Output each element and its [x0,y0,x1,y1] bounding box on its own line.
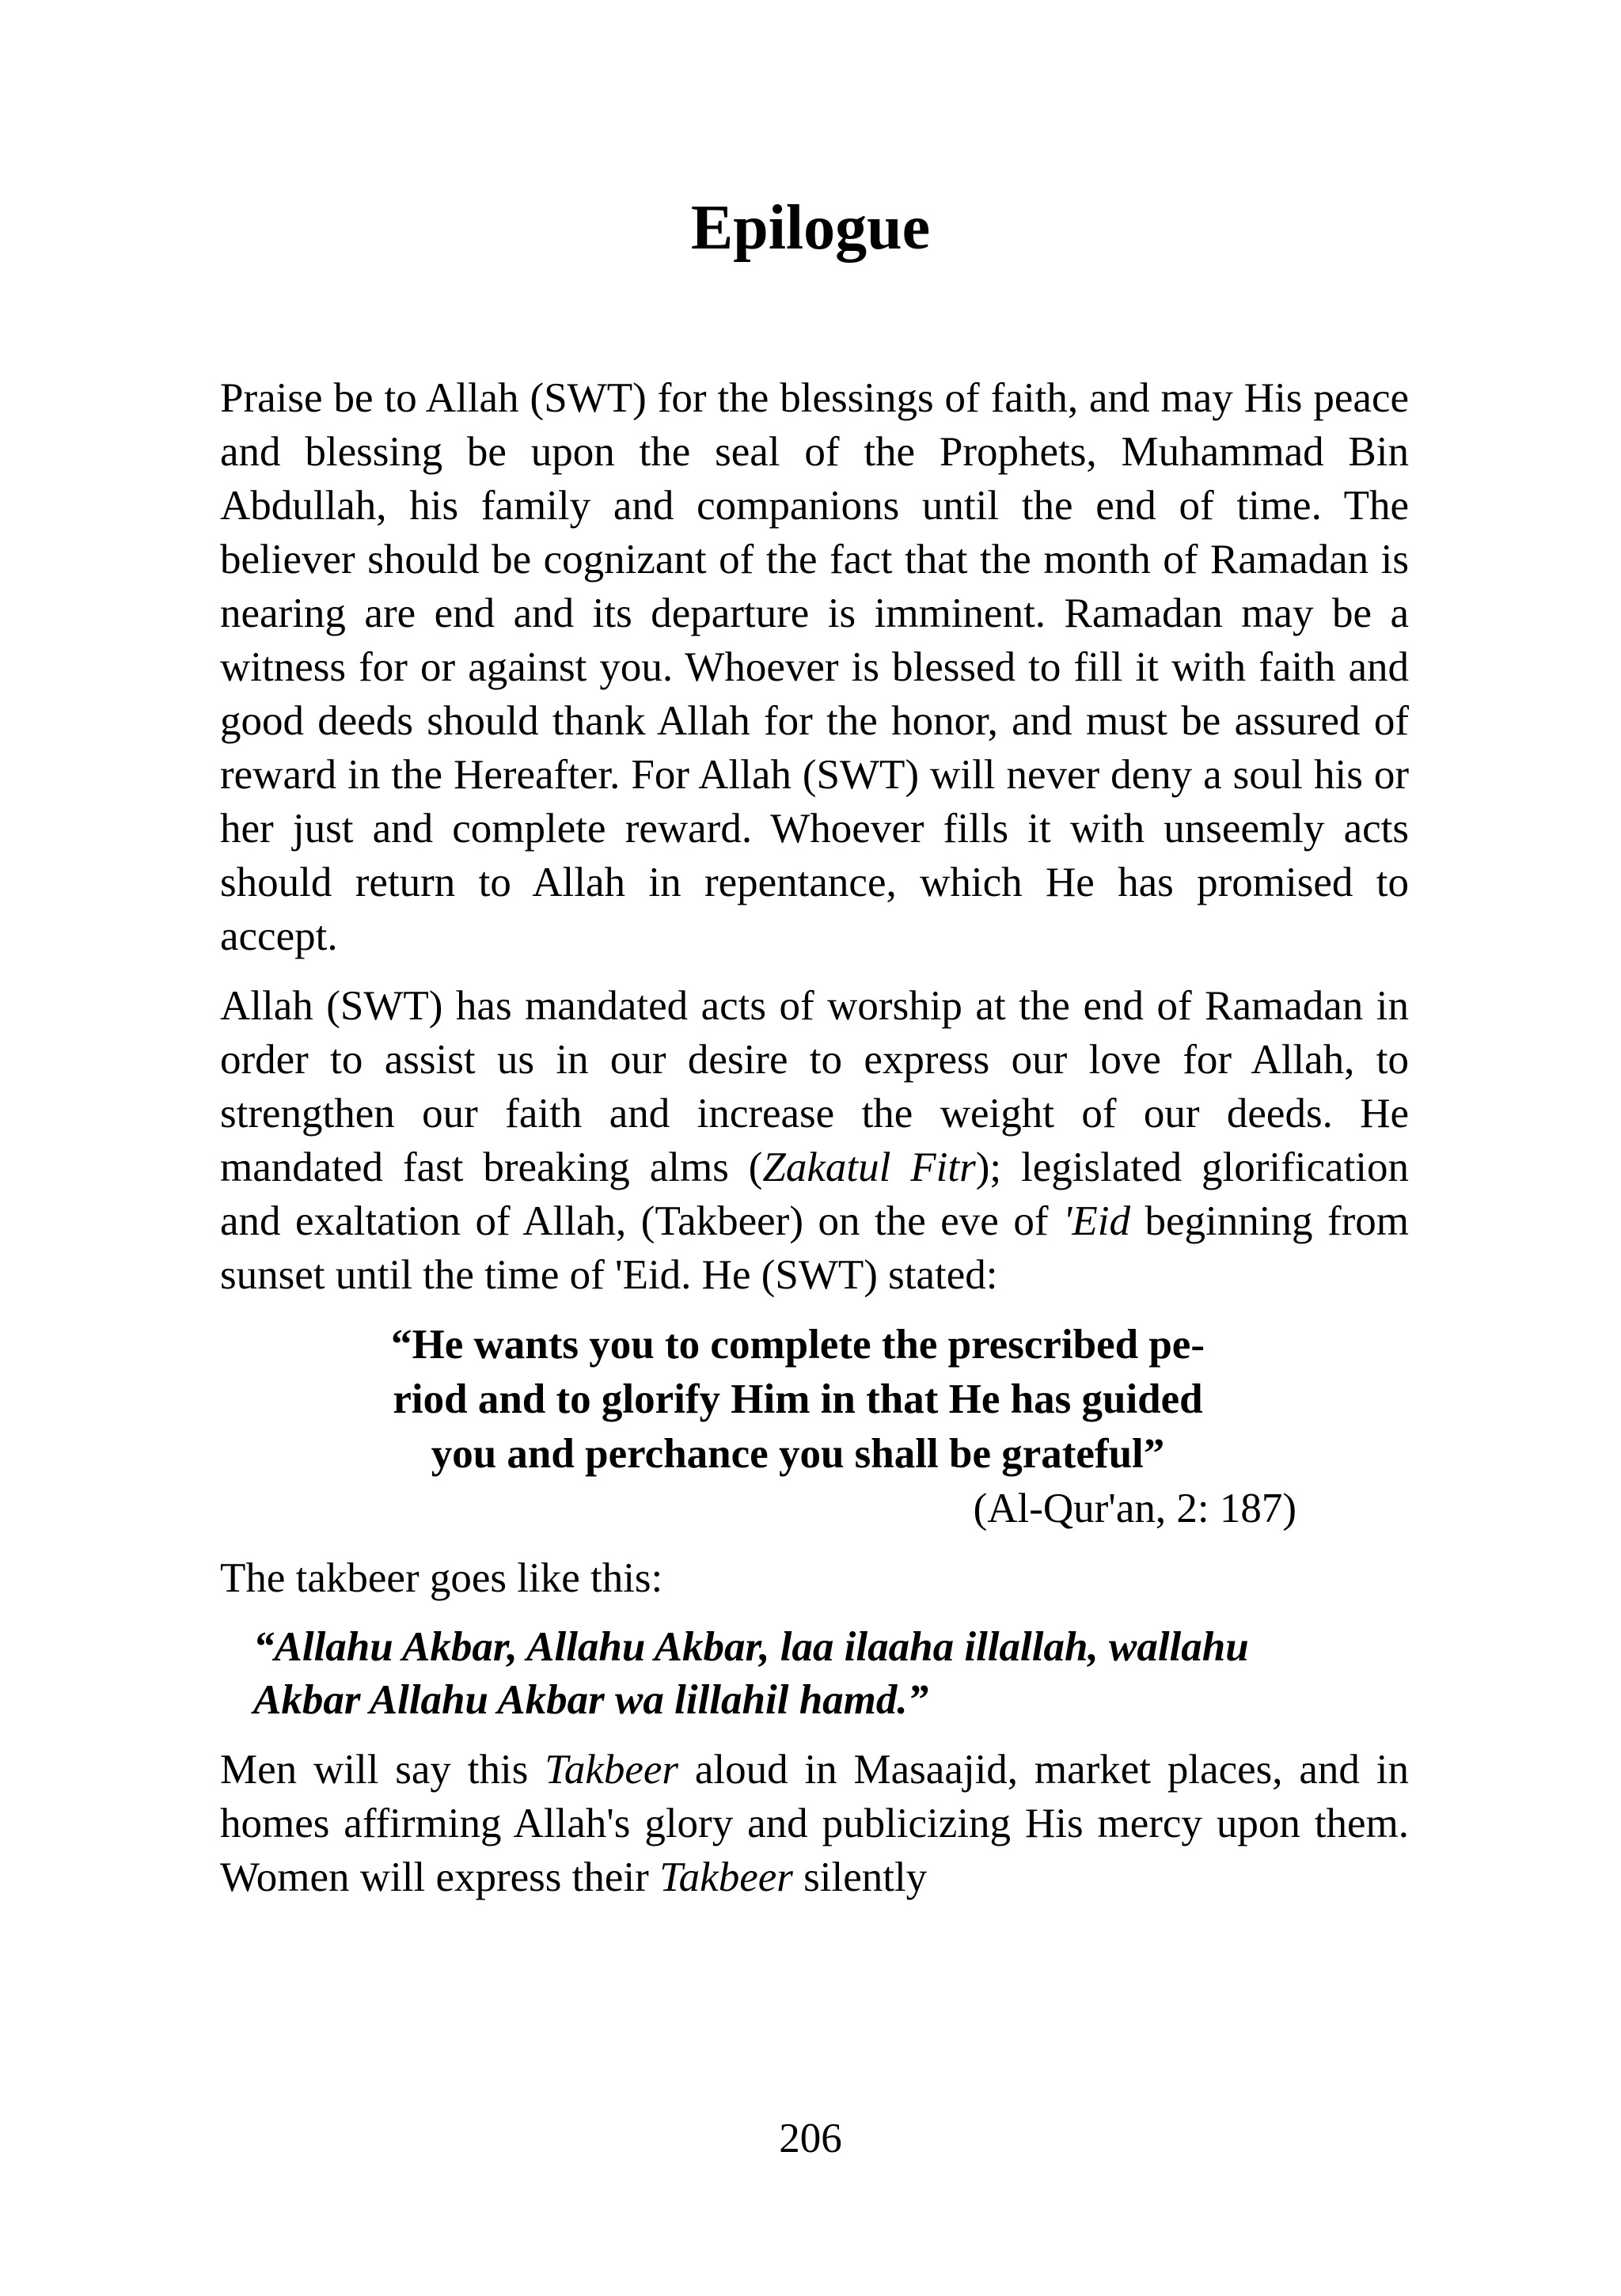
page-number: 206 [779,2116,842,2161]
paragraph-men-part1: Men will say this [220,1747,545,1793]
term-takbeer: Takbeer [659,1854,793,1900]
quote-line: riod and to glorify Him in that He has guided [393,1376,1203,1422]
paragraph-men-women [220,1743,1409,1904]
paragraph-praise: Praise be to Allah (SWT) for the blessings of faith, and may His peace and blessing be upon the seal of the Prophets, Muhammad Bin Abdullah, his family and companions until the end of time. The believer should be cognizant of the fact that the month of Ramadan is nearing are end and its departure is imminent. Ramadan may be a witness for or against you. Whoever is blessed to fill it with faith and good deeds should thank Allah for the honor, and must be assured of reward in the Hereafter. For Allah (SWT) will never deny a soul his or her just and complete reward. Whoever fills it with unseemly acts should return to Allah in repentance, which He has promised to accept. [220,375,1409,959]
paragraph-worship-part1: Allah (SWT) has mandated acts of worship at the end of Ramadan in order to assist us in our desire to express our love for Allah, to strengthen our faith and increase the weight of our deeds. He mandated fast breaking alms ( [220,983,1409,1190]
quran-quote [355,1318,1241,1482]
takbeer-line: Akbar Allahu Akbar wa lillahil hamd.” [253,1677,929,1723]
paragraph-worship-part3: beginning from sunset until the time of 'Eid. He (SWT) stated: [220,1198,1409,1298]
paragraph-worship-part2: ); legislated glorification and exaltation of Allah, (Takbeer) on the eve of [220,1144,1409,1244]
takbeer-text [253,1621,1393,1727]
page-body [220,371,1409,1920]
takbeer-intro: The takbeer goes like this: [220,1555,663,1601]
quote-citation: (Al-Qur'an, 2: 187) [973,1486,1296,1531]
term-zakatul-fitr: Zakatul Fitr [762,1144,976,1190]
chapter-title: Epilogue [690,193,931,263]
term-eid: 'Eid [1063,1198,1130,1244]
term-takbeer: Takbeer [545,1747,679,1793]
paragraph-worship [220,979,1409,1302]
paragraph-men-part2: aloud in Masaajid, market places, and in homes affirming Allah's glory and publicizing His mercy upon them. Women will express their [220,1747,1409,1900]
paragraph-men-part3: silently [792,1854,928,1900]
quote-line: “He wants you to complete the prescribed pe- [391,1322,1205,1368]
quote-line: you and perchance you shall be grateful” [431,1431,1165,1477]
takbeer-line: “Allahu Akbar, Allahu Akbar, laa ilaaha illallah, wallahu [253,1624,1249,1670]
